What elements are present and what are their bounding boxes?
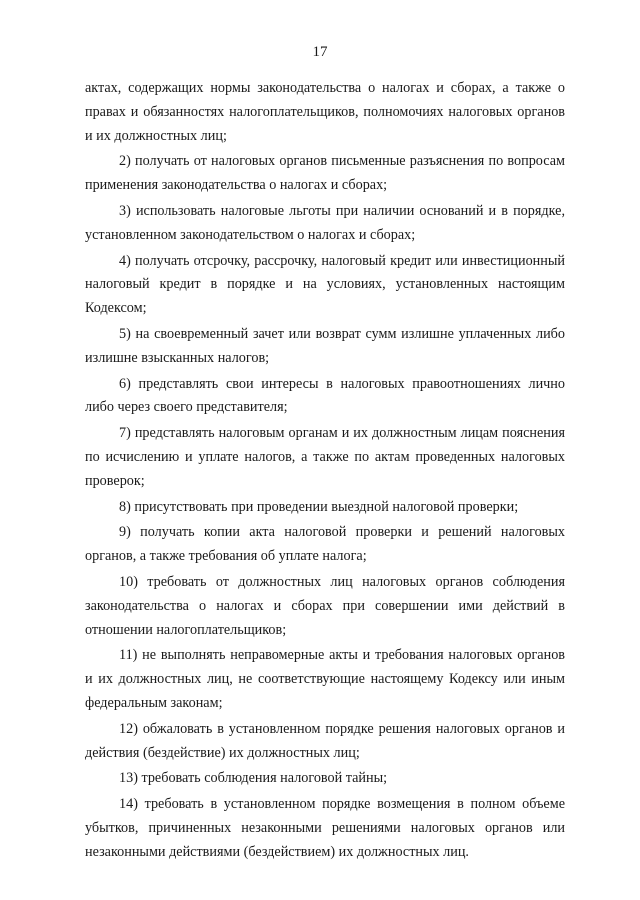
list-item-5: 5) на своевременный зачет или возврат сумм излишне уплаченных либо излишне взысканных налогов; xyxy=(85,325,565,366)
list-item-2: 2) получать от налоговых органов письменные разъяснения по вопросам применения законодательства о налогах и сборах; xyxy=(85,153,565,194)
list-item-9: 9) получать копии акта налоговой проверки и решений налоговых органов, а также требования об уплате налога; xyxy=(85,524,565,565)
list-item-10: 10) требовать от должностных лиц налоговых органов соблюдения законодательства о налогах и сборах при совершении ими действий в отношении налогоплательщиков; xyxy=(85,573,565,638)
list-item-11: 11) не выполнять неправомерные акты и требования налоговых органов и их должностных лиц, не соответствующие настоящему Кодексу или иным федеральным законам; xyxy=(85,647,565,711)
list-item-3: 3) использовать налоговые льготы при наличии оснований и в порядке, установленном законодательством о налогах и сборах; xyxy=(85,202,565,243)
list-item-14: 14) требовать в установленном порядке возмещения в полном объеме убытков, причиненных незаконными решениями налоговых органов или незаконными действиями (бездействием) их должностных лиц. xyxy=(85,796,565,860)
list-item-8: 8) присутствовать при проведении выездной налоговой проверки; xyxy=(119,498,519,515)
list-item-7: 7) представлять налоговым органам и их должностным лицам пояснения по исчислению и уплате налогов, а также по актам проведенных налоговых проверок; xyxy=(85,425,565,489)
paragraph-continuation: актах, содержащих нормы законодательства о налогах и сборах, а также о правах и обязанностях налогоплательщиков, полномочиях налоговых органов и их должностных лиц; xyxy=(85,80,565,144)
list-item-13: 13) требовать соблюдения налоговой тайны; xyxy=(119,770,388,787)
body-text xyxy=(85,77,565,867)
list-item-4: 4) получать отсрочку, рассрочку, налоговый кредит или инвестиционный налоговый кредит в порядке и на условиях, установленных настоящим Кодексом; xyxy=(85,252,565,317)
list-item-6: 6) представлять свои интересы в налоговых правоотношениях лично либо через своего представителя; xyxy=(85,375,565,416)
page-number: 17 xyxy=(312,44,328,60)
list-item-12: 12) обжаловать в установленном порядке решения налоговых органов и действия (бездействие) их должностных лиц; xyxy=(85,720,565,761)
